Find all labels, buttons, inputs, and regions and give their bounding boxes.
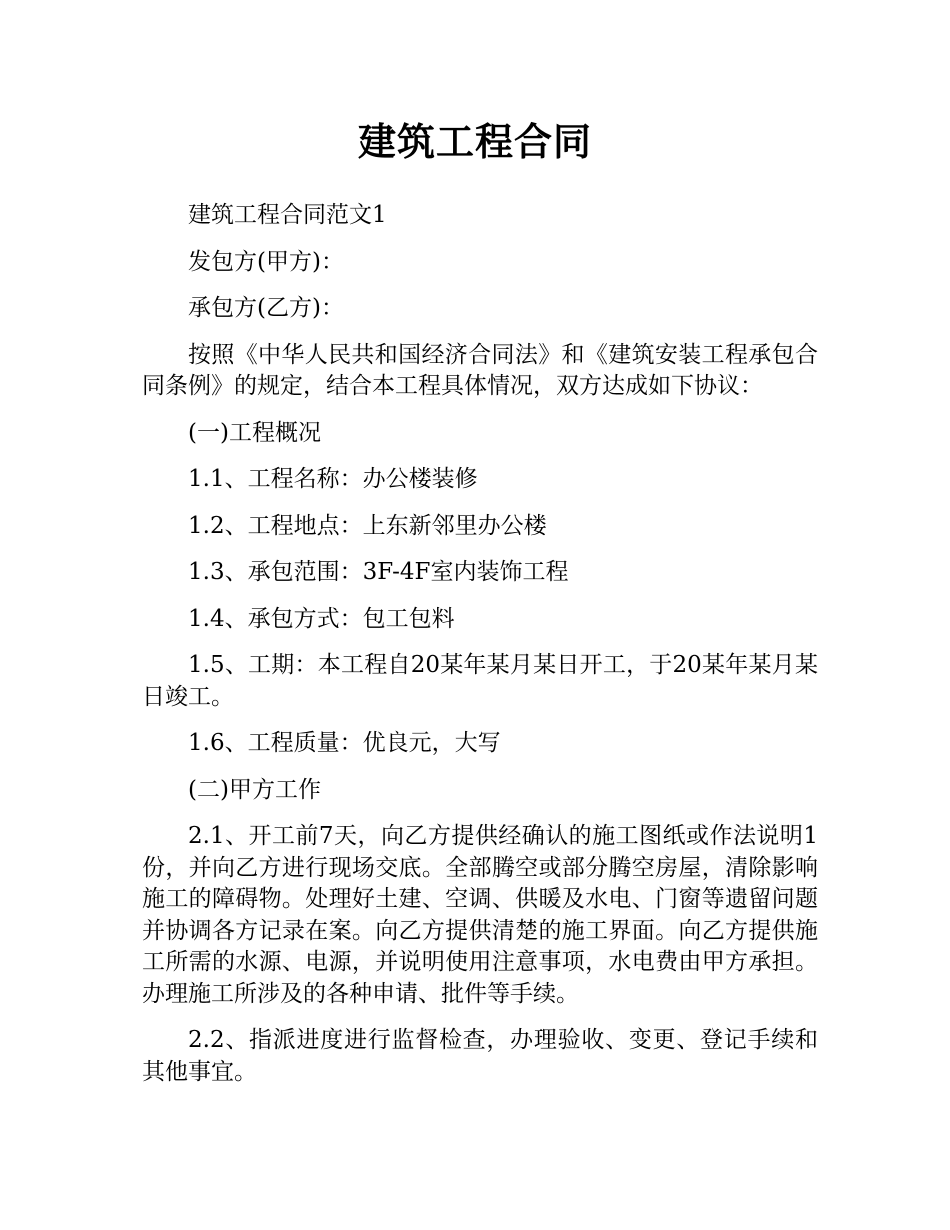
section-heading-party-a-duties: (二)甲方工作 [188,776,321,803]
clause-2-1: 2.1、开工前7天，向乙方提供经确认的施工图纸或作法说明1份，并向乙方进行现场交底。全部腾空或部分腾空房屋，清除影响施工的障碍物。处理好土建、空调、供暖及水电、门窗等遗留问题并协调各方记录在案。向乙方提供清楚的施工界面。向乙方提供施工所需的水源、电源，并说明使用注意事项，水电费由甲方承担。办理施工所涉及的各种申请、批件等手续。 [142,823,818,1007]
document-body [142,200,818,1103]
clause-2-2: 2.2、指派进度进行监督检查，办理验收、变更、登记手续和其他事宜。 [142,1027,818,1085]
clause-1-5: 1.5、工期：本工程自20某年某月某日开工，于20某年某月某日竣工。 [142,652,818,710]
section-heading-project-overview: (一)工程概况 [188,419,321,446]
clause-1-2: 1.2、工程地点：上东新邻里办公楼 [188,512,547,539]
clause-1-3: 1.3、承包范围：3F-4F室内装饰工程 [188,559,569,585]
paragraph-party-b: 承包方(乙方)： [188,295,344,321]
paragraph-sample-heading: 建筑工程合同范文1 [188,202,387,228]
clause-1-6: 1.6、工程质量：优良元，大写 [188,730,501,756]
clause-1-4: 1.4、承包方式：包工包料 [188,605,455,632]
paragraph-preamble: 按照《中华人民共和国经济合同法》和《建筑安装工程承包合同条例》的规定，结合本工程具体情况，双方达成如下协议： [142,341,818,399]
clause-1-1: 1.1、工程名称：办公楼装修 [188,466,478,492]
paragraph-party-a: 发包方(甲方)： [188,248,344,275]
document-title: 建筑工程合同 [357,120,592,164]
